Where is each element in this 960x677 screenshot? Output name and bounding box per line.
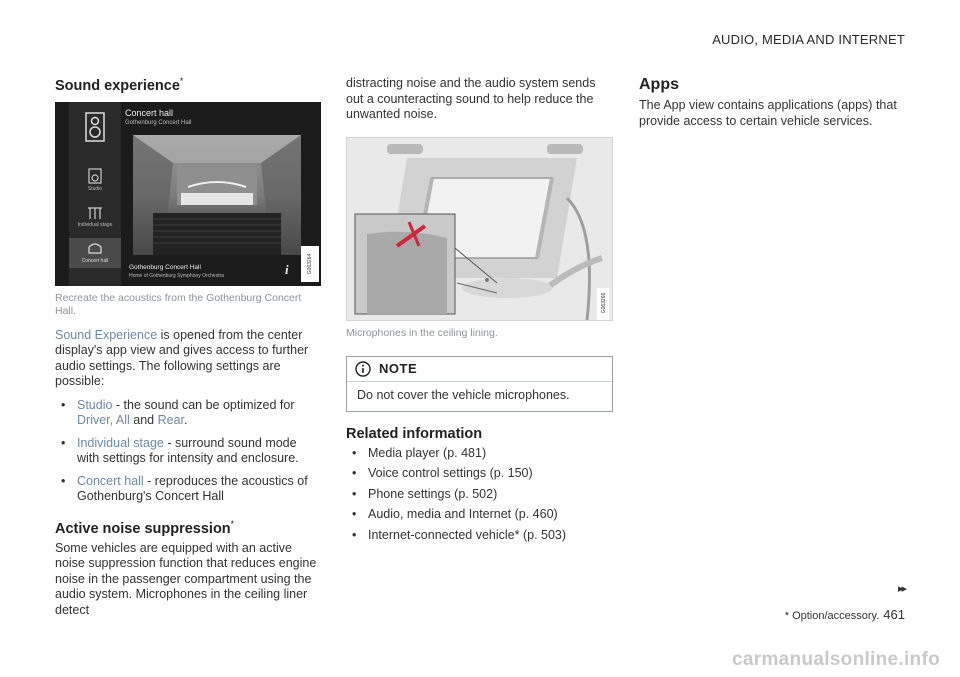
page-footer [785,607,905,622]
list-item-text: - the sound can be optimized for [112,397,295,412]
sound-experience-title: Sound experience [55,77,180,94]
info-icon [355,361,371,377]
figure-code: G063264 [307,253,313,275]
related-heading: Related information [346,425,483,442]
running-header: AUDIO, MEDIA AND INTERNET [712,32,905,47]
anc-continued-paragraph: distracting noise and the audio system sends out a counteracting sound to help reduce the unwanted noise. [346,76,596,121]
screen-subtitle: Gothenburg Concert Hall [125,119,192,126]
stage-icon [87,206,103,220]
screen-title: Concert hall [125,107,174,118]
watermark: carmanualsonline.info [732,649,940,670]
related-link[interactable]: • Audio, media and Internet (p. 460) [346,507,613,523]
figure1-caption: Recreate the acoustics from the Gothenburg Concert Hall. [55,291,302,317]
studio-term: Studio [77,397,113,412]
list-item-text: - surround sound mode with settings for intensity and enclosure. [77,435,299,466]
concert-hall-screen-figure [55,102,321,286]
related-link[interactable]: • Internet-connected vehicle* (p. 503) [346,528,613,544]
apps-heading: Apps [639,76,679,93]
note-title: NOTE [379,361,418,376]
sound-experience-heading [55,76,321,94]
note-text: Do not cover the vehicle microphones. [357,387,570,402]
related-link[interactable]: • Voice control settings (p. 150) [346,466,613,482]
column-left [55,76,321,618]
figure2-caption: Microphones in the ceiling lining. [346,326,498,339]
menu-concert-hall-label: Concert hall [81,257,109,264]
intro-text: is opened from the center display's app view and gives access to further audio settings. The following settings are possible: [55,327,309,389]
related-link[interactable]: • Media player (p. 481) [346,446,613,462]
individual-stage-term: Individual stage [77,435,164,450]
ceiling-microphone-figure [346,137,613,321]
list-item [55,436,321,467]
list-item-text: - reproduces the acoustics of Gothenburg's Concert Hall [77,473,308,504]
anc-paragraph: Some vehicles are equipped with an active noise suppression function that reduces engine noise in the passenger compartment using the audio system. Microphones in the ceiling liner detect [55,540,317,617]
list-item [55,398,321,429]
note-header [347,357,612,382]
option-footnote: * Option/accessory. [784,610,880,622]
concert-hall-term: Concert hall [77,473,144,488]
intro-paragraph [55,328,321,390]
option-star: * [230,518,235,529]
studio-icon [88,168,102,184]
list-item-text: . [184,413,188,428]
sound-experience-term: Sound Experience [55,327,158,342]
page-number: 461 [883,607,905,622]
figure-code-box [301,246,319,282]
figure-code: G063266 [601,292,607,313]
menu-individual-stage-label: Individual stage [77,221,113,228]
note-box [346,356,613,412]
concert-hall-icon [88,242,102,254]
related-link[interactable]: • Phone settings (p. 502) [346,487,613,503]
list-item [55,474,321,505]
column-right [639,76,907,129]
screen-caption-title: Gothenburg Concert Hall [129,263,201,271]
ceiling-illustration [347,138,612,320]
settings-list [55,398,321,505]
speaker-icon [85,112,105,142]
list-item-text: and [129,413,158,428]
info-icon: i [285,261,289,277]
related-list [346,446,613,544]
column-middle [346,76,613,548]
screen-caption-sub: Home of Gothenburg Symphony Orchestra [129,272,225,279]
driver-all-term: Driver, All [77,413,130,428]
menu-studio-label: Studio [87,185,103,192]
rear-term: Rear [157,413,185,428]
next-page-arrows: ▸▸ [897,583,905,595]
option-star: * [179,76,184,86]
anc-heading [55,519,321,537]
apps-paragraph: The App view contains applications (apps) that provide access to certain vehicle services. [639,98,897,128]
anc-title: Active noise suppression [55,520,231,537]
concert-hall-photo [133,135,301,255]
